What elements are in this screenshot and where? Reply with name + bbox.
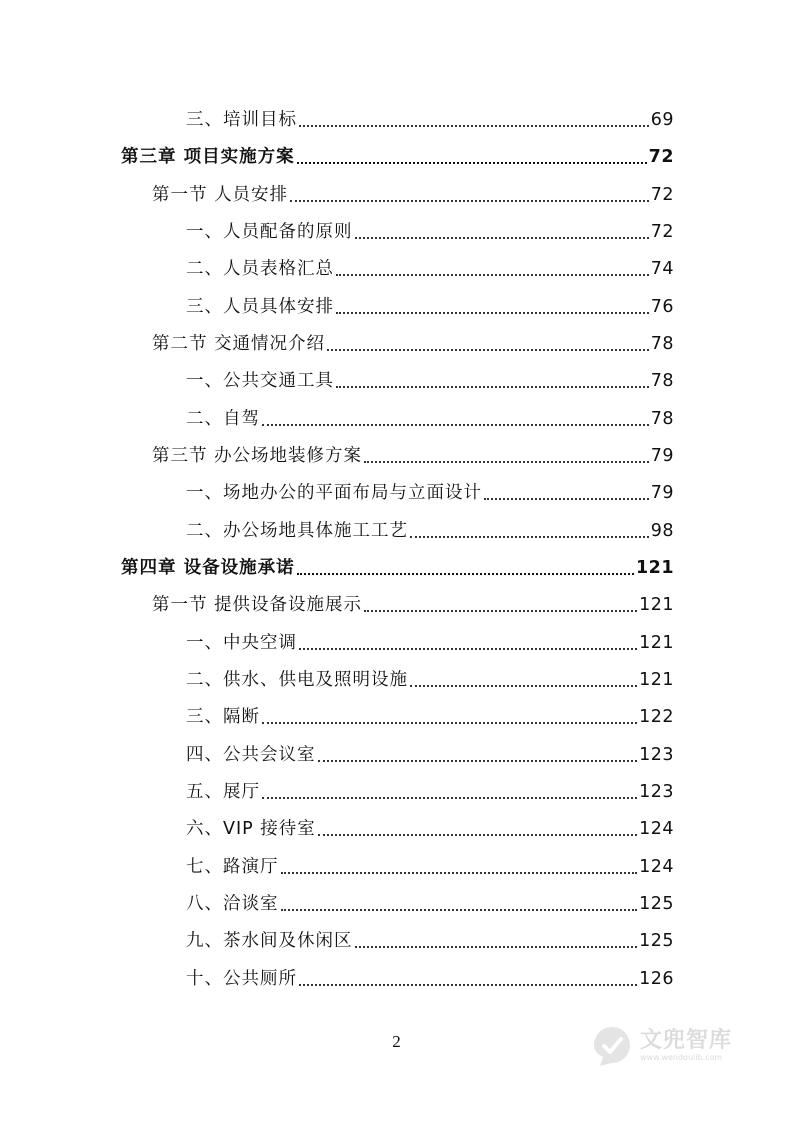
toc-entry-title: 第三章 项目实施方案 [121,147,295,167]
dot-leader [297,161,647,164]
toc-entry[interactable] [186,853,674,881]
toc-entry-title: 九、茶水间及休闲区 [186,931,353,951]
toc-entry-title: 二、办公场地具体施工工艺 [186,521,408,541]
toc-entry-title: 第一节 提供设备设施展示 [152,595,363,615]
toc-entry-title: 第三节 办公场地装修方案 [152,446,363,466]
toc-entry-page: 78 [650,371,674,391]
watermark-logo-icon [590,1024,634,1068]
toc-entry-page: 125 [639,894,674,914]
toc-entry-page: 125 [639,931,674,951]
dot-leader [299,647,637,650]
toc-entry-page: 124 [639,819,674,839]
toc-entry-title: 一、人员配备的原则 [186,222,353,242]
toc-entry[interactable] [186,405,674,433]
dot-leader [299,983,637,986]
dot-leader [281,871,638,874]
toc-entry[interactable] [186,629,674,657]
toc-entry-title: 一、场地办公的平面布局与立面设计 [186,483,482,503]
toc-entry-title: 二、人员表格汇总 [186,259,334,279]
toc-entry-title: 四、公共会议室 [186,745,316,765]
dot-leader [336,273,649,276]
dot-leader [364,460,649,463]
dot-leader [410,535,649,538]
toc-entry-title: 八、洽谈室 [186,894,279,914]
toc-entry-page: 121 [639,595,674,615]
toc-entry-page: 98 [650,521,674,541]
dot-leader [318,833,637,836]
watermark [590,1020,760,1072]
toc-entry[interactable] [186,293,674,321]
toc-entry-page: 122 [639,707,674,727]
toc-section[interactable] [152,181,674,209]
toc-entry-title: 三、培训目标 [186,110,297,130]
toc-chapter[interactable] [121,143,674,171]
toc-entry[interactable] [186,778,674,806]
toc-entry-page: 76 [650,297,674,317]
toc-entry-title: 第二节 交通情况介绍 [152,334,326,354]
toc-entry-page: 123 [639,745,674,765]
toc-entry[interactable] [186,741,674,769]
toc-entry[interactable] [186,666,674,694]
toc-entry-title: 一、公共交通工具 [186,371,334,391]
toc-entry[interactable] [186,965,674,993]
toc-entry-page: 74 [650,259,674,279]
toc-section[interactable] [152,442,674,470]
toc-entry[interactable] [186,890,674,918]
dot-leader [262,796,637,799]
dot-leader [336,311,649,314]
toc-entry-title: 第一节 人员安排 [152,185,289,205]
watermark-url: www.wendoulib.com [640,1053,723,1062]
dot-leader [281,908,638,911]
toc-entry-title: 三、人员具体安排 [186,297,334,317]
toc-entry-page: 126 [639,969,674,989]
toc-entry-page: 78 [650,409,674,429]
toc-entry[interactable] [186,479,674,507]
toc-entry-page: 78 [650,334,674,354]
toc-entry-page: 72 [648,147,674,167]
toc-entry-page: 72 [650,222,674,242]
toc-entry[interactable] [186,517,674,545]
page-number: 2 [392,1032,401,1051]
toc-entry-page: 123 [639,782,674,802]
toc-entry-page: 79 [650,446,674,466]
toc-entry-title: 二、自驾 [186,409,260,429]
toc-entry-title: 七、路演厅 [186,857,279,877]
toc-entry[interactable] [186,367,674,395]
toc-section[interactable] [152,330,674,358]
toc-entry-page: 124 [639,857,674,877]
toc-entry-title: 一、中央空调 [186,633,297,653]
dot-leader [327,348,649,351]
dot-leader [297,572,634,575]
watermark-title: 文兜智库 [640,1028,733,1053]
dot-leader [299,124,649,127]
toc-entry-page: 79 [650,483,674,503]
dot-leader [290,199,649,202]
toc-entry-title: 二、供水、供电及照明设施 [186,670,408,690]
dot-leader [355,236,649,239]
toc-section[interactable] [152,591,674,619]
toc-entry-page: 121 [639,633,674,653]
toc-entry[interactable] [186,255,674,283]
dot-leader [336,385,649,388]
toc-entry-title: 第四章 设备设施承诺 [121,558,295,578]
toc-entry-page: 121 [639,670,674,690]
dot-leader [410,684,637,687]
toc-entry[interactable] [186,927,674,955]
dot-leader [364,609,637,612]
toc-entry[interactable] [186,703,674,731]
dot-leader [262,721,637,724]
toc-entry-title: 十、公共厕所 [186,969,297,989]
toc-entry-page: 121 [635,558,674,578]
toc-entry[interactable] [186,815,674,843]
toc-entry-title: 三、隔断 [186,707,260,727]
dot-leader [262,423,649,426]
dot-leader [484,497,649,500]
dot-leader [318,759,638,762]
toc-chapter[interactable] [121,554,674,582]
toc-entry-page: 72 [650,185,674,205]
toc-entry-page: 69 [650,110,674,130]
toc-entry-title: 五、展厅 [186,782,260,802]
toc-entry[interactable] [186,106,674,134]
toc-entry[interactable] [186,218,674,246]
dot-leader [355,945,638,948]
toc-entry-title: 六、VIP 接待室 [186,819,316,839]
